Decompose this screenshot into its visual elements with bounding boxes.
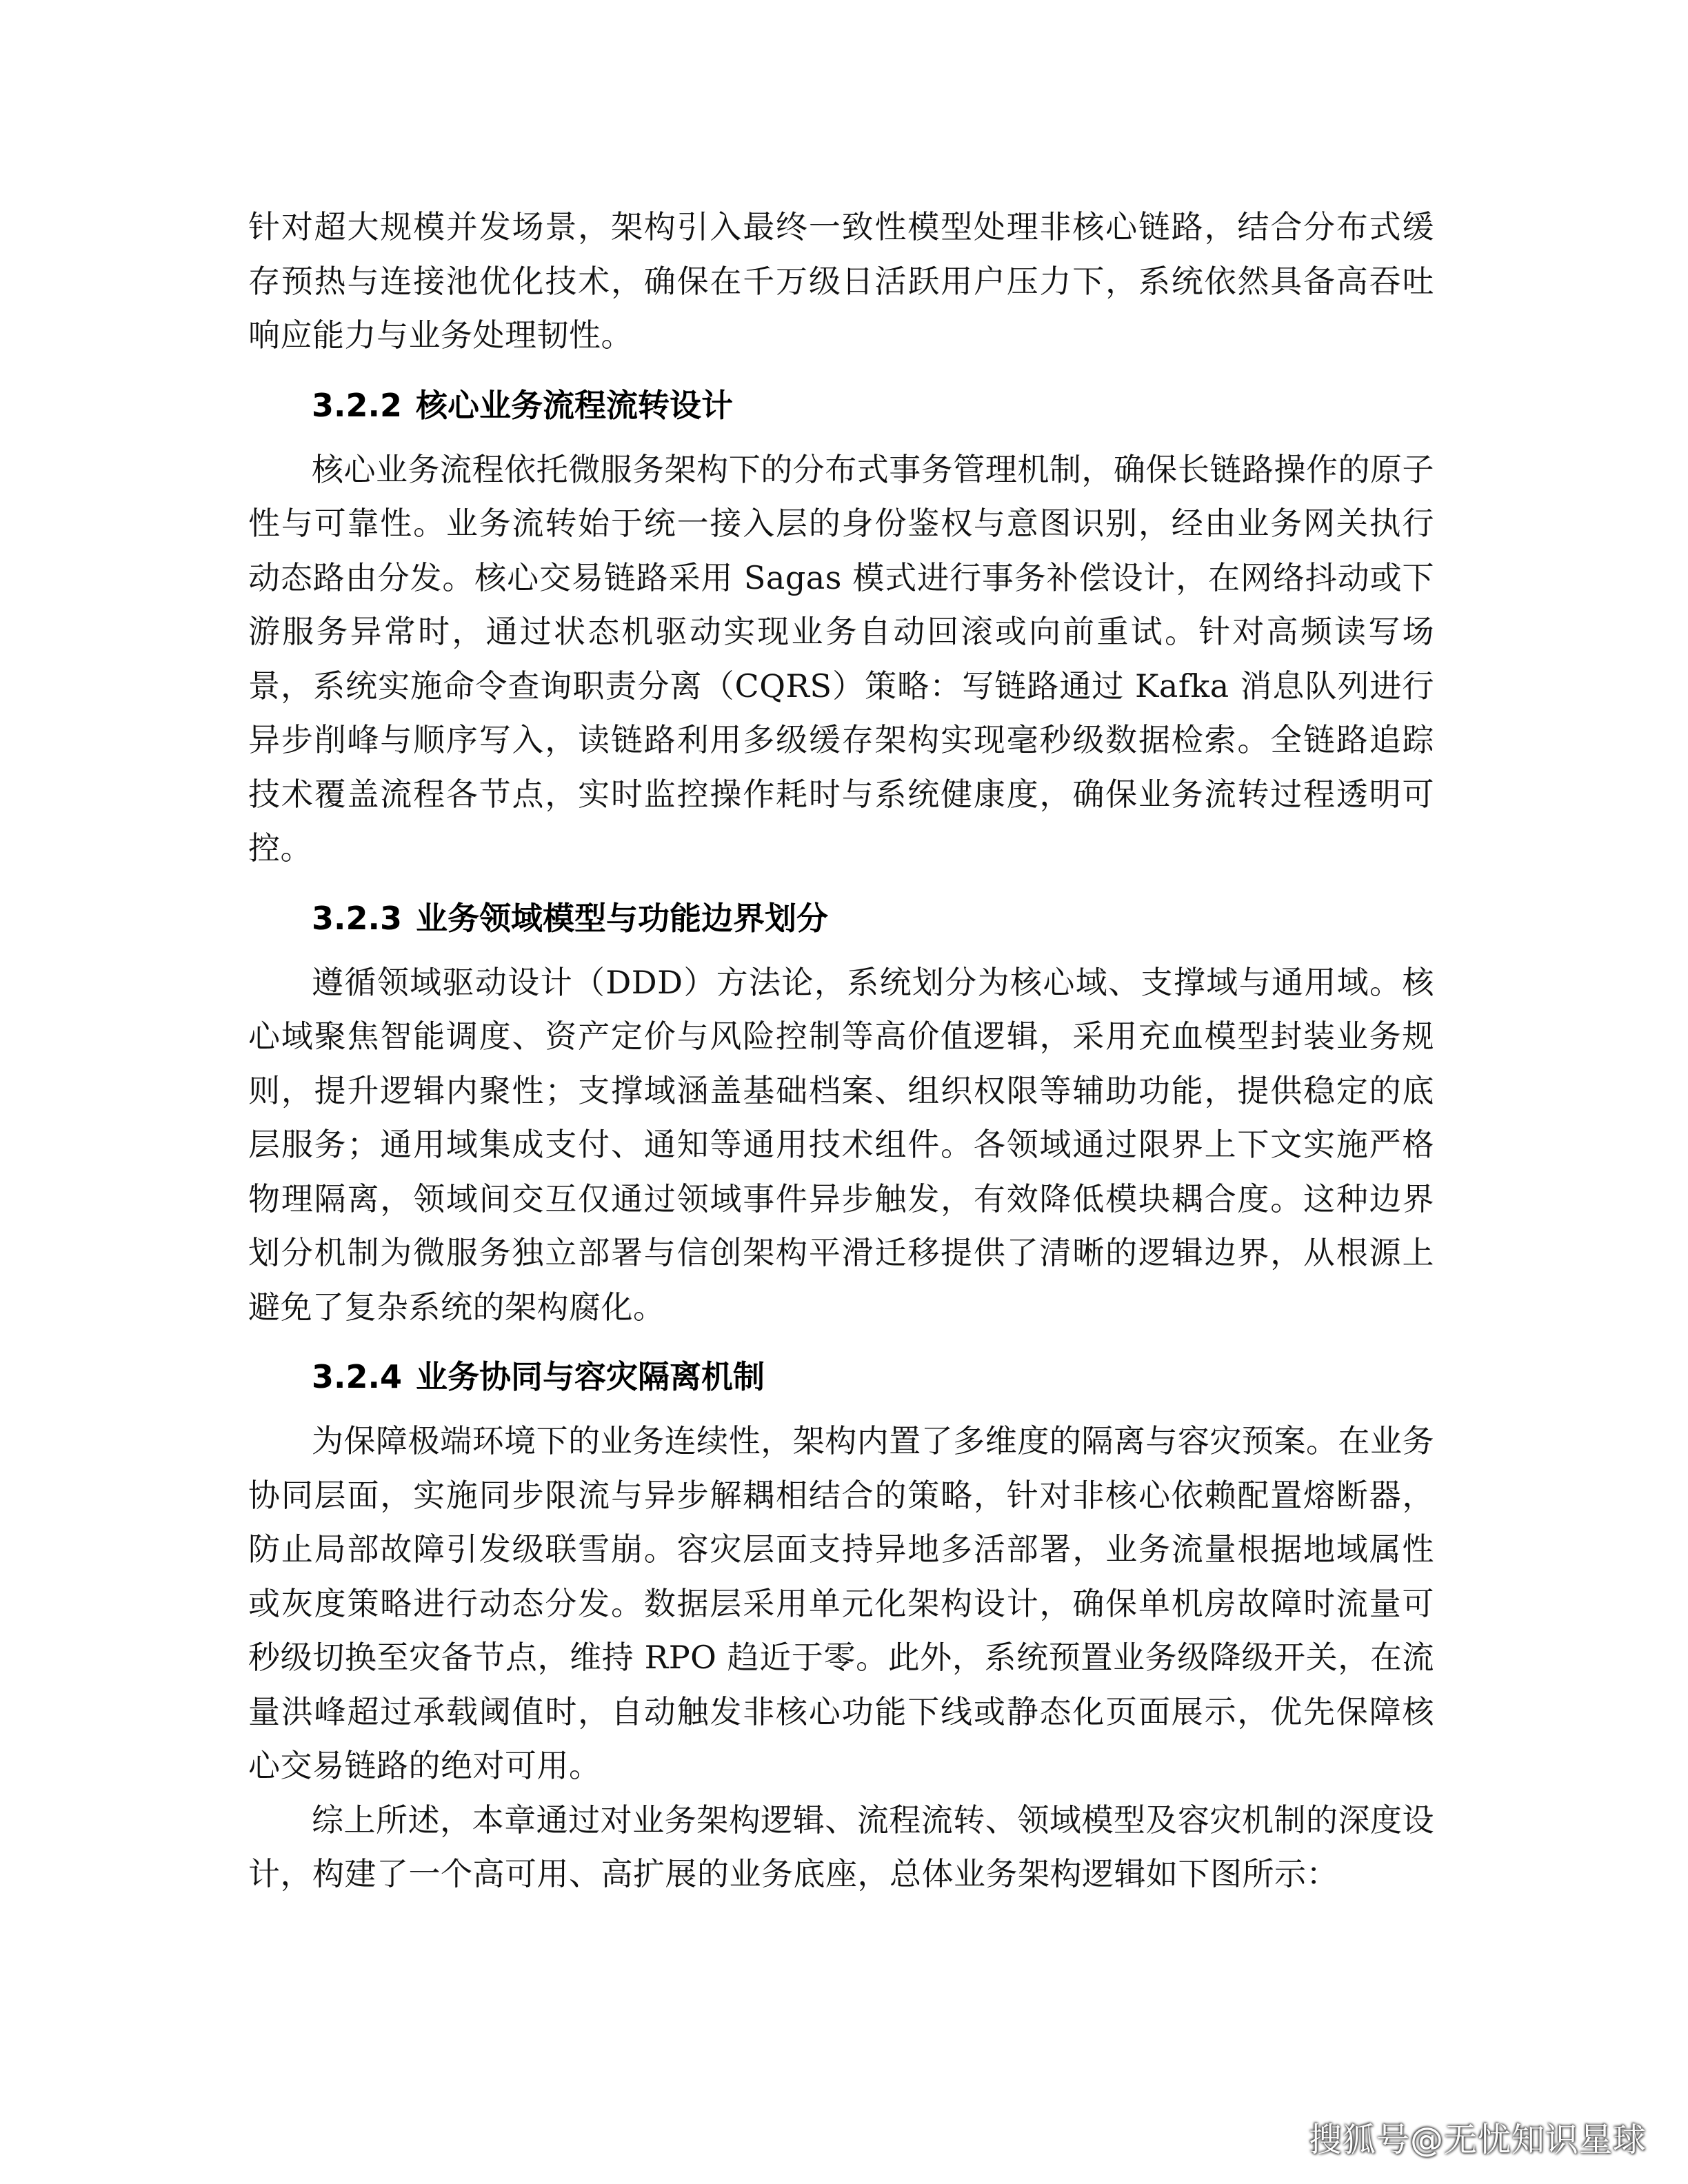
section-paragraph: 核心业务流程依托微服务架构下的分布式事务管理机制，确保长链路操作的原子性与可靠性。业务流转始于统一接入层的身份鉴权与意图识别，经由业务网关执行动态路由分发。核心交易链路采用 Sagas 模式进行事务补偿设计，在网络抖动或下游服务异常时，通过状态机驱动实现业务自动回滚或向前重试。针对高频读写场景，系统实施命令查询职责分离（CQRS）策略：写链路通过 Kafka 消息队列进行异步削峰与顺序写入，读链路利用多级缓存架构实现毫秒级数据检索。全链路追踪技术覆盖流程各节点，实时监控操作耗时与系统健康度，确保业务流转过程透明可控。: [248, 450, 1434, 867]
section-number: 3.2.2: [312, 386, 402, 424]
intro-paragraph: 针对超大规模并发场景，架构引入最终一致性模型处理非核心链路，结合分布式缓存预热与连接池优化技术，确保在千万级日活跃用户压力下，系统依然具备高吞吐响应能力与业务处理韧性。: [248, 208, 1434, 354]
section-heading-3-2-4: [312, 1349, 1434, 1404]
section-paragraph: 遵循领域驱动设计（DDD）方法论，系统划分为核心域、支撑域与通用域。核心域聚焦智能调度、资产定价与风险控制等高价值逻辑，采用充血模型封装业务规则，提升逻辑内聚性；支撑域涵盖基础档案、组织权限等辅助功能，提供稳定的底层服务；通用域集成支付、通知等通用技术组件。各领域通过限界上下文实施严格物理隔离，领域间交互仅通过领域事件异步触发，有效降低模块耦合度。这种边界划分机制为微服务独立部署与信创架构平滑迁移提供了清晰的逻辑边界，从根源上避免了复杂系统的架构腐化。: [248, 963, 1434, 1326]
section-number: 3.2.4: [312, 1358, 402, 1395]
section-heading-3-2-3: [312, 891, 1434, 946]
summary-paragraph: 综上所述，本章通过对业务架构逻辑、流程流转、领域模型及容灾机制的深度设计，构建了一个高可用、高扩展的业务底座，总体业务架构逻辑如下图所示：: [248, 1801, 1434, 1892]
section-title: 业务领域模型与功能边界划分: [416, 899, 828, 937]
document-page: [248, 200, 1434, 1901]
section-paragraph: 为保障极端环境下的业务连续性，架构内置了多维度的隔离与容灾预案。在业务协同层面，实施同步限流与异步解耦相结合的策略，针对非核心依赖配置熔断器，防止局部故障引发级联雪崩。容灾层面支持异地多活部署，业务流量根据地域属性或灰度策略进行动态分发。数据层采用单元化架构设计，确保单机房故障时流量可秒级切换至灾备节点，维持 RPO 趋近于零。此外，系统预置业务级降级开关，在流量洪峰超过承载阈值时，自动触发非核心功能下线或静态化页面展示，优先保障核心交易链路的绝对可用。: [248, 1422, 1434, 1784]
section-heading-3-2-2: [312, 378, 1434, 433]
section-title: 业务协同与容灾隔离机制: [416, 1358, 765, 1395]
section-title: 核心业务流程流转设计: [416, 386, 733, 424]
section-number: 3.2.3: [312, 899, 402, 937]
watermark: 搜狐号@无忧知识星球: [1308, 2121, 1647, 2159]
